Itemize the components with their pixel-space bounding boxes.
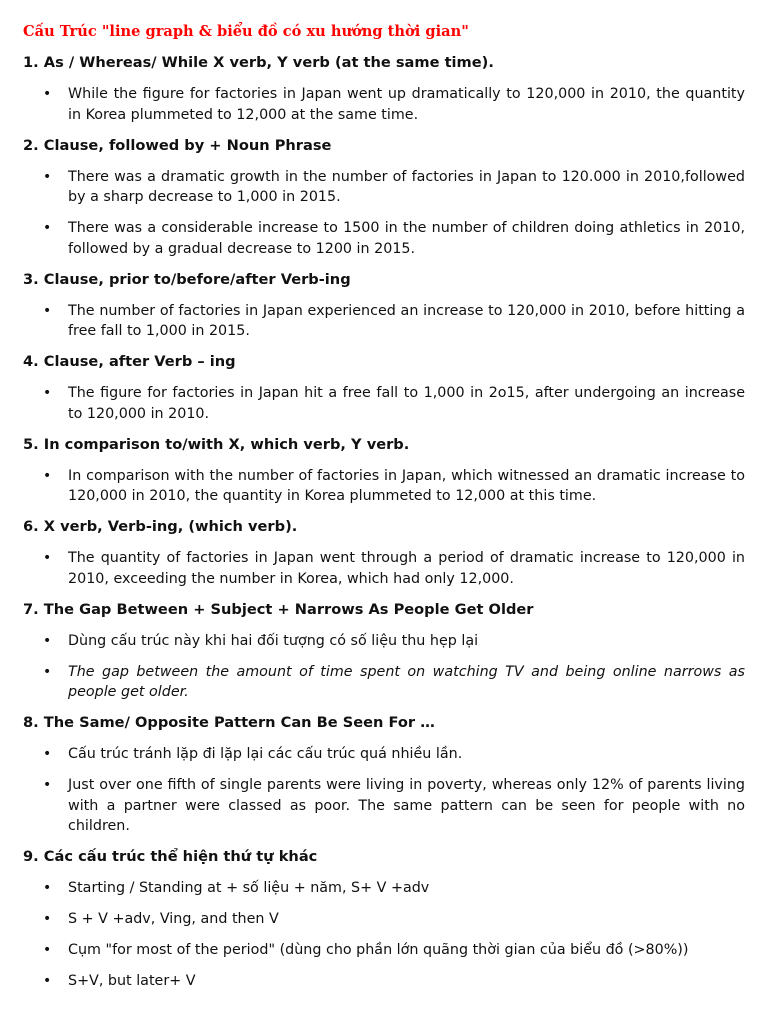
section-heading: 9. Các cấu trúc thể hiện thứ tự khác <box>23 848 318 865</box>
list-item: • The gap between the amount of time spent on watching TV and being online narrows as people get older. <box>43 663 745 700</box>
list-item: • S+V, but later+ V <box>23 971 745 992</box>
list-item: • Cụm "for most of the period" (dùng cho phần lớn quãng thời gian của biểu đồ (>80%)) <box>23 940 745 961</box>
section-heading: 7. The Gap Between + Subject + Narrows As People Get Older <box>23 600 534 618</box>
bullet-list <box>23 466 745 507</box>
list-item: • The quantity of factories in Japan went through a period of dramatic increase to 120,000 in 2010, exceeding the number in Korea, which had only 12,000. <box>43 550 745 587</box>
bullet-dot-icon: • <box>43 942 52 958</box>
bullet-list <box>23 167 745 260</box>
list-item: • Dùng cấu trúc này khi hai đối tượng có số liệu thu hẹp lại <box>23 631 745 652</box>
section-7 <box>23 600 745 703</box>
list-item: • In comparison with the number of factories in Japan, which witnessed an dramatic increase to 120,000 in 2010, the quantity in Korea plummeted to 12,000 at this time. <box>43 467 745 504</box>
bullet-dot-icon: • <box>43 385 52 401</box>
document <box>23 22 745 1002</box>
section-5 <box>23 435 745 507</box>
list-item: • S + V +adv, Ving, and then V <box>23 909 745 930</box>
section-heading: 5. In comparison to/with X, which verb, Y verb. <box>23 435 410 453</box>
bullet-dot-icon: • <box>43 973 52 989</box>
bullet-dot-icon: • <box>43 911 52 927</box>
bullet-dot-icon: • <box>43 467 52 484</box>
bullet-dot-icon: • <box>43 880 52 896</box>
list-item: • Just over one fifth of single parents were living in poverty, whereas only 12% of parents living with a partner were classed as poor. The same pattern can be seen for people with no children. <box>43 777 745 834</box>
section-9 <box>23 847 745 992</box>
section-2 <box>23 136 745 260</box>
section-heading: 8. The Same/ Opposite Pattern Can Be Seen For … <box>23 714 435 731</box>
document-title: Cấu Trúc "line graph & biểu đồ có xu hướng thời gian" <box>23 23 469 40</box>
bullet-list <box>23 84 745 125</box>
bullet-list <box>23 878 745 992</box>
bullet-dot-icon: • <box>43 632 52 649</box>
section-3 <box>23 270 745 342</box>
bullet-dot-icon: • <box>43 86 52 102</box>
list-item: • There was a considerable increase to 1500 in the number of children doing athletics in 2010, followed by a gradual decrease to 1200 in 2015. <box>43 220 745 257</box>
bullet-list <box>23 383 745 424</box>
section-6 <box>23 517 745 589</box>
section-heading: 2. Clause, followed by + Noun Phrase <box>23 136 332 154</box>
section-heading: 4. Clause, after Verb – ing <box>23 353 236 370</box>
section-heading: 1. As / Whereas/ While X verb, Y verb (at the same time). <box>23 54 494 71</box>
bullet-list <box>23 548 745 589</box>
bullet-dot-icon: • <box>43 168 52 185</box>
bullet-dot-icon: • <box>43 550 52 566</box>
bullet-list <box>23 301 745 342</box>
bullet-dot-icon: • <box>43 746 52 762</box>
list-item: • While the figure for factories in Japan went up dramatically to 120,000 in 2010, the quantity in Korea plummeted to 12,000 at the same time. <box>43 86 745 123</box>
section-1 <box>23 53 745 125</box>
section-8 <box>23 713 745 837</box>
section-4 <box>23 352 745 424</box>
section-heading: 3. Clause, prior to/before/after Verb-ing <box>23 270 351 288</box>
list-item: • Cấu trúc tránh lặp đi lặp lại các cấu trúc quá nhiều lần. <box>23 744 745 765</box>
list-item: • The number of factories in Japan experienced an increase to 120,000 in 2010, before hitting a free fall to 1,000 in 2015. <box>43 302 745 339</box>
bullet-list <box>23 744 745 837</box>
section-heading: 6. X verb, Verb-ing, (which verb). <box>23 518 298 535</box>
list-item: • There was a dramatic growth in the number of factories in Japan to 120.000 in 2010,followed by a sharp decrease to 1,000 in 2015. <box>43 168 745 205</box>
list-item: • The figure for factories in Japan hit a free fall to 1,000 in 2o15, after undergoing an increase to 120,000 in 2010. <box>43 385 745 422</box>
bullet-list <box>23 631 745 703</box>
bullet-dot-icon: • <box>43 302 52 319</box>
bullet-dot-icon: • <box>43 220 52 236</box>
bullet-dot-icon: • <box>43 663 52 680</box>
bullet-dot-icon: • <box>43 777 52 793</box>
list-item: • Starting / Standing at + số liệu + năm, S+ V +adv <box>23 878 745 899</box>
